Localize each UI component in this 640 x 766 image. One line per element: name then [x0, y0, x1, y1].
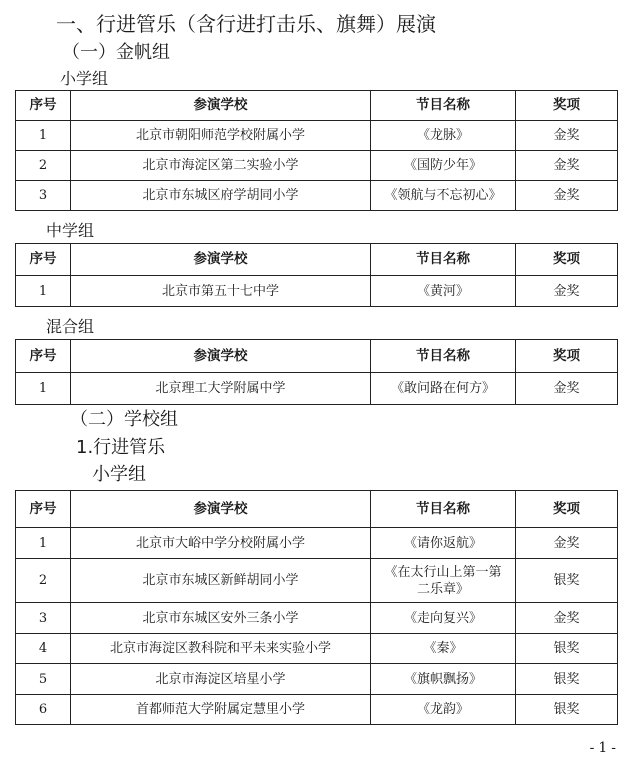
header-school: 参演学校: [71, 340, 371, 373]
table-row: [16, 181, 618, 211]
cell-no: 3: [16, 181, 71, 211]
cell-program: 《旗帜飘扬》: [371, 664, 516, 695]
header-no: 序号: [16, 491, 71, 528]
cell-no: 1: [16, 528, 71, 559]
table-row: [16, 695, 618, 725]
cell-no: 5: [16, 664, 71, 695]
cell-program: 《敢问路在何方》: [371, 373, 516, 405]
table-header-row: [16, 340, 618, 373]
cell-award: 金奖: [516, 528, 618, 559]
cell-program: 《领航与不忘初心》: [371, 181, 516, 211]
cell-no: 2: [16, 559, 71, 603]
cell-no: 2: [16, 151, 71, 181]
header-no: 序号: [16, 340, 71, 373]
cell-program: 《请你返航》: [371, 528, 516, 559]
cell-award: 金奖: [516, 151, 618, 181]
cell-award: 银奖: [516, 695, 618, 725]
cell-award: 金奖: [516, 276, 618, 307]
cell-school: 北京市海淀区教科院和平未来实验小学: [71, 634, 371, 664]
cell-program: 《在太行山上第一第二乐章》: [371, 559, 516, 603]
cell-school: 北京市东城区府学胡同小学: [71, 181, 371, 211]
header-award: 奖项: [516, 491, 618, 528]
cell-no: 1: [16, 373, 71, 405]
table-header-row: [16, 244, 618, 276]
cell-no: 1: [16, 276, 71, 307]
page-heading: 一、行进管乐（含行进打击乐、旗舞）展演: [56, 12, 436, 36]
cell-program: 《国防少年》: [371, 151, 516, 181]
header-school: 参演学校: [71, 491, 371, 528]
table-row: [16, 634, 618, 664]
cell-award: 金奖: [516, 181, 618, 211]
cell-school: 北京市海淀区第二实验小学: [71, 151, 371, 181]
cell-school: 北京市大峪中学分校附属小学: [71, 528, 371, 559]
table-row: [16, 121, 618, 151]
cell-program: 《黄河》: [371, 276, 516, 307]
cell-school: 首都师范大学附属定慧里小学: [71, 695, 371, 725]
header-award: 奖项: [516, 91, 618, 121]
table-row: [16, 151, 618, 181]
cell-program: 《走向复兴》: [371, 603, 516, 634]
table-row: [16, 603, 618, 634]
cell-no: 6: [16, 695, 71, 725]
group-title: 小学组: [60, 69, 109, 88]
page-number: -1-: [589, 740, 620, 756]
header-award: 奖项: [516, 340, 618, 373]
cell-no: 1: [16, 121, 71, 151]
section2-subtitle: 1.行进管乐: [76, 437, 166, 458]
header-program: 节目名称: [371, 340, 516, 373]
table-row: [16, 664, 618, 695]
cell-school: 北京市东城区新鲜胡同小学: [71, 559, 371, 603]
section2-title: （二）学校组: [70, 409, 178, 430]
cell-award: 金奖: [516, 121, 618, 151]
header-no: 序号: [16, 244, 71, 276]
cell-award: 金奖: [516, 373, 618, 405]
table-row: [16, 276, 618, 307]
table-header-row: [16, 491, 618, 528]
table-row: [16, 559, 618, 603]
header-no: 序号: [16, 91, 71, 121]
award-table: [15, 90, 618, 211]
award-table: [15, 339, 618, 405]
cell-award: 银奖: [516, 559, 618, 603]
table-header-row: [16, 91, 618, 121]
cell-program: 《秦》: [371, 634, 516, 664]
group-title: 小学组: [92, 464, 146, 485]
cell-program: 《龙韵》: [371, 695, 516, 725]
award-table: [15, 243, 618, 307]
header-school: 参演学校: [71, 244, 371, 276]
cell-no: 3: [16, 603, 71, 634]
cell-school: 北京市东城区安外三条小学: [71, 603, 371, 634]
cell-school: 北京市海淀区培星小学: [71, 664, 371, 695]
header-school: 参演学校: [71, 91, 371, 121]
cell-school: 北京市第五十七中学: [71, 276, 371, 307]
group-title: 混合组: [46, 317, 95, 336]
cell-award: 银奖: [516, 634, 618, 664]
header-award: 奖项: [516, 244, 618, 276]
cell-program: 《龙脉》: [371, 121, 516, 151]
award-table: [15, 490, 618, 725]
cell-no: 4: [16, 634, 71, 664]
section1-title: （一）金帆组: [62, 42, 170, 63]
cell-school: 北京市朝阳师范学校附属小学: [71, 121, 371, 151]
group-title: 中学组: [46, 221, 95, 240]
header-program: 节目名称: [371, 244, 516, 276]
cell-school: 北京理工大学附属中学: [71, 373, 371, 405]
header-program: 节目名称: [371, 491, 516, 528]
cell-award: 金奖: [516, 603, 618, 634]
cell-award: 银奖: [516, 664, 618, 695]
table-row: [16, 528, 618, 559]
table-row: [16, 373, 618, 405]
header-program: 节目名称: [371, 91, 516, 121]
